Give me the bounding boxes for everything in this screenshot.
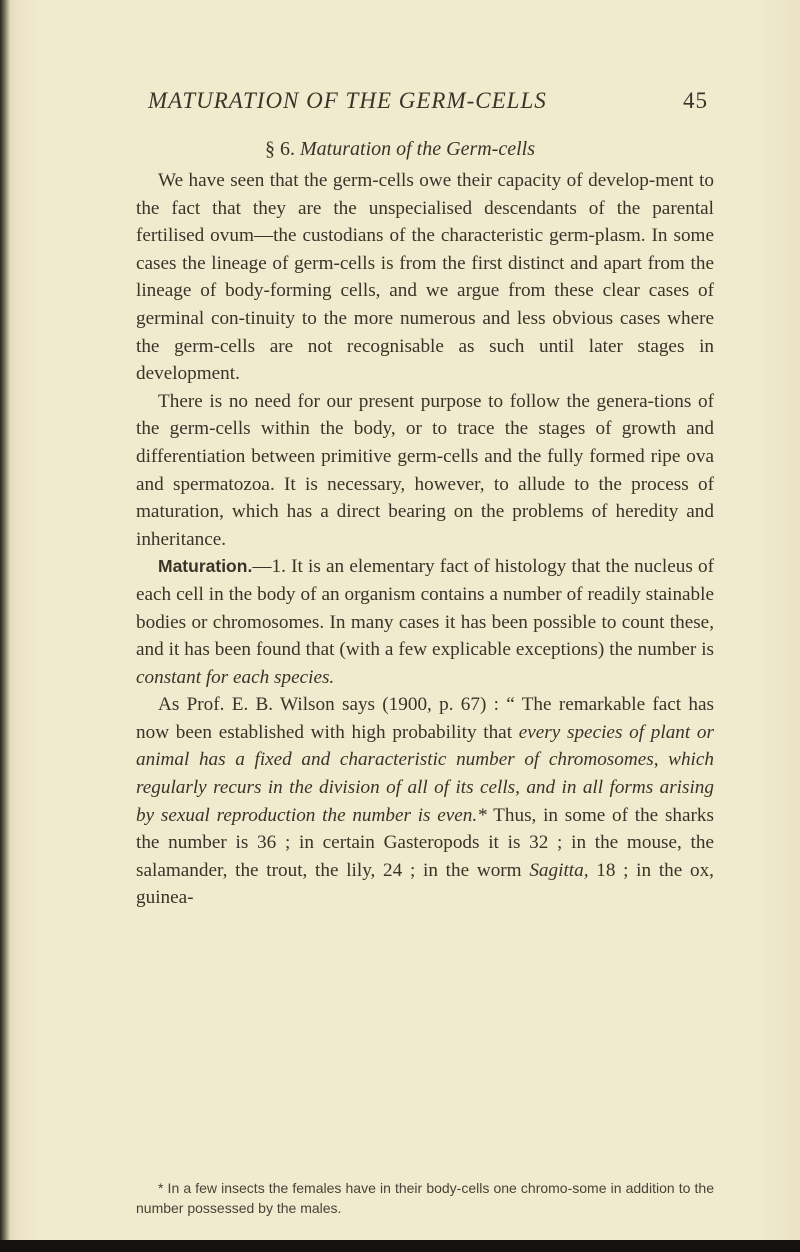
paragraph-3-emphasis: constant for each species.	[136, 666, 335, 688]
section-number: § 6.	[265, 138, 296, 160]
bottom-edge-bar	[0, 1240, 800, 1252]
spine-shadow	[0, 0, 10, 1252]
section-heading	[0, 138, 800, 161]
paragraph-2: There is no need for our present purpose to follow the genera-tions of the germ-cells within the body, or to trace the stages of growth and differentiation between primitive germ-cells and the fully formed ripe ova and spermatozoa. It is necessary, however, to allude to the process of maturation, which has a direct bearing on the problems of heredity and inheritance.	[136, 390, 714, 550]
running-head	[148, 88, 708, 120]
paragraph-4-text-c: 18 ; in the ox, guinea-	[136, 859, 714, 909]
paragraph-1: We have seen that the germ-cells owe their capacity of develop-ment to the fact that they are the unspecialised descendants of the parental fertilised ovum—the custodians of the characteristic germ-plasm. In some cases the lineage of germ-cells is from the first distinct and apart from the lineage of body-forming cells, and we argue from these clear cases of germinal con-tinuity to the more numerous and less obvious cases where the germ-cells are not recognisable as such until later stages in development.	[136, 170, 714, 385]
paragraph-4-quote: every species of plant or animal has a fixed and characteristic number of chromosomes, which regularly recurs in the division of all of its cells, and in all forms arising by sexual reproduction the number is even.*	[136, 721, 714, 826]
paragraph-3	[136, 553, 714, 691]
section-title: Maturation of the Germ-cells	[300, 138, 535, 160]
paragraph-4	[136, 691, 714, 912]
footnote: * In a few insects the females have in their body-cells one chromo-some in addition to the number possessed by the males.	[136, 1180, 714, 1216]
paragraph-4-genus: Sagitta,	[529, 859, 589, 881]
paragraph-3-text: —1. It is an elementary fact of histology that the nucleus of each cell in the body of an organism contains a number of readily stainable bodies or chromosomes. In many cases it has been possible to count these, and it has been found that (with a few explicable exceptions) the number is	[136, 556, 714, 661]
paragraph-4-text-a: As Prof. E. B. Wilson says (1900, p. 67) : “ The remarkable fact has now been established with high probability that	[136, 694, 714, 743]
running-head-title: MATURATION OF THE GERM-CELLS	[148, 88, 547, 113]
body-text	[136, 167, 714, 912]
paragraph-4-text-b: Thus, in some of the sharks the number is 36 ; in certain Gasteropods it is 32 ; in the mouse, the salamander, the trout, the lily, 24 ; in the worm	[136, 804, 714, 881]
page-number: 45	[683, 88, 708, 113]
paragraph-3-lead: Maturation.	[158, 556, 253, 577]
